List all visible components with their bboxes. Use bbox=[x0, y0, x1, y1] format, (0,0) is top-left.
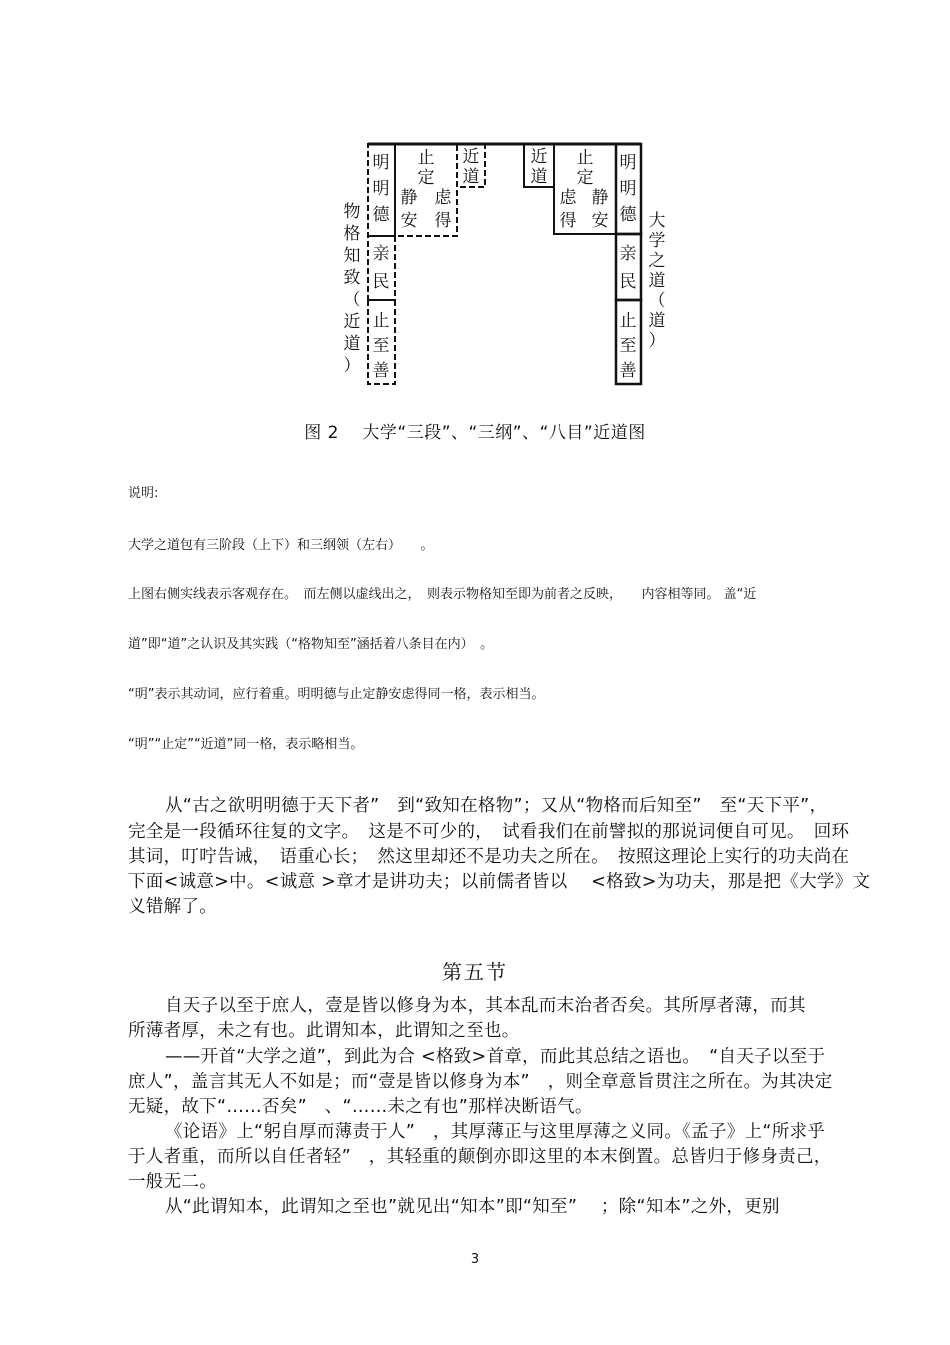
paragraph1-line-2: 完全是一段循环往复的文字。 这是不可少的， 试看我们在前譬拟的那说词便自可见。 回环 bbox=[128, 822, 850, 842]
section-line-9: 从“此谓知本，此谓知之至也”就见出“知本”即“知至” ；除“知本”之外，更别 bbox=[165, 1197, 780, 1217]
right-side-label-char: 之 bbox=[648, 251, 666, 271]
left-side-label-char: 知 bbox=[343, 246, 361, 266]
right-zhiding-char: 定 bbox=[576, 168, 594, 188]
left-side-label-char: 格 bbox=[343, 224, 361, 244]
left-side-label-char: 致 bbox=[343, 268, 361, 288]
right-mingmingde-char: 德 bbox=[619, 205, 637, 225]
right-mingmingde-char: 明 bbox=[619, 153, 637, 173]
right-zhizhishan-char: 至 bbox=[619, 336, 637, 356]
right-lvjing-char: 虑 bbox=[559, 188, 577, 208]
right-lvjing-char: 静 bbox=[591, 188, 609, 208]
section-line-3: ——开首“大学之道”，到此为合 <格致>首章，而此其总结之语也。 “自天子以至于 bbox=[165, 1047, 826, 1067]
notes-line-2: 上图右侧实线表示客观存在。 而左侧以虚线出之， 则表示物格知至即为前者之反映， 内容相等同。 盖“近 bbox=[128, 587, 757, 602]
right-side-label-char: 道 bbox=[648, 271, 666, 291]
notes-line-3: 道”即“道”之认识及其实践（“格物知至”涵括着八条目在内） 。 bbox=[128, 637, 494, 652]
left-side-label-char: 物 bbox=[343, 202, 361, 222]
notes-heading: 说明: bbox=[128, 486, 159, 501]
section-line-1: 自天子以至于庶人，壹是皆以修身为本，其本乱而末治者否矣。其所厚者薄，而其 bbox=[165, 996, 806, 1016]
left-zhiding-char: 定 bbox=[417, 168, 435, 188]
left-zhizhishan-char: 止 bbox=[372, 311, 390, 331]
section-line-2: 所薄者厚，未之有也。此谓知本，此谓知之至也。 bbox=[128, 1021, 520, 1041]
left-mingmingde-char: 明 bbox=[372, 179, 390, 199]
right-zhizhishan-char: 止 bbox=[619, 311, 637, 331]
left-ande-char: 得 bbox=[434, 211, 452, 231]
left-jindao-char: 近 bbox=[462, 147, 480, 167]
paragraph1-line-1: 从“古之欲明明德于天下者” 到“致知在格物”；又从“物格而后知至” 至“天下平”， bbox=[165, 796, 828, 816]
right-side-label-char: 道 bbox=[648, 311, 666, 331]
left-side-label-char: （ bbox=[343, 290, 361, 310]
section-line-8: 一般无二。 bbox=[128, 1172, 217, 1192]
left-side-label-char: 近 bbox=[343, 312, 361, 332]
notes-line-1: 大学之道包有三阶段（上下）和三纲领（左右） 。 bbox=[128, 538, 434, 553]
right-dean-char: 得 bbox=[559, 211, 577, 231]
page-number: 3 bbox=[470, 1252, 480, 1267]
left-mingmingde-char: 德 bbox=[372, 205, 390, 225]
left-side-label-char: 道 bbox=[343, 334, 361, 354]
notes-line-4: “明”表示其动词，应行着重。明明德与止定静安虑得同一格，表示相当。 bbox=[128, 687, 545, 702]
left-side-label-char: ） bbox=[343, 356, 361, 376]
left-qinmin-char: 民 bbox=[372, 272, 390, 292]
section-line-4: 庶人”，盖言其无人不如是；而“壹是皆以修身为本” ，则全章意旨贯注之所在。为其决定 bbox=[128, 1072, 833, 1092]
left-zhiding-char: 止 bbox=[417, 148, 435, 168]
paragraph1-line-5: 义错解了。 bbox=[128, 897, 217, 917]
notes-line-5: “明”“止定”“近道”同一格，表示略相当。 bbox=[128, 737, 364, 752]
left-jinglv-char: 虑 bbox=[434, 188, 452, 208]
section-line-6: 《论语》上“躬自厚而薄责于人” ，其厚薄正与这里厚薄之义同。《孟子》上“所求乎 bbox=[165, 1122, 826, 1142]
section-line-7: 于人者重，而所以自任者轻” ，其轻重的颠倒亦即这里的本末倒置。总皆归于修身责己， bbox=[128, 1147, 832, 1167]
right-qinmin-char: 民 bbox=[619, 272, 637, 292]
section-title: 第五节 bbox=[442, 960, 508, 984]
right-dean-char: 安 bbox=[591, 211, 609, 231]
left-qinmin-char: 亲 bbox=[372, 244, 390, 264]
dao-diagram bbox=[0, 0, 950, 400]
left-jinglv-char: 静 bbox=[400, 188, 418, 208]
left-zhizhishan-char: 善 bbox=[372, 361, 390, 381]
left-mingmingde-char: 明 bbox=[372, 153, 390, 173]
left-zhizhishan-char: 至 bbox=[372, 336, 390, 356]
right-zhiding-char: 止 bbox=[576, 148, 594, 168]
section-line-5: 无疑，故下“……否矣” 、“……未之有也”那样决断语气。 bbox=[128, 1097, 593, 1117]
right-side-label-char: 大 bbox=[648, 211, 666, 231]
paragraph1-line-4: 下面<诚意>中。<诚意 >章才是讲功夫；以前儒者皆以 <格致>为功夫，那是把《大学》文 bbox=[128, 872, 871, 892]
right-zhizhishan-char: 善 bbox=[619, 361, 637, 381]
figure-caption: 图 2 大学“三段”、“三纲”、“八目”近道图 bbox=[304, 423, 646, 443]
right-jindao-char: 道 bbox=[530, 167, 548, 187]
right-mingmingde-char: 明 bbox=[619, 179, 637, 199]
right-side-label-char: （ bbox=[648, 291, 666, 311]
paragraph1-line-3: 其词，叮咛告诫， 语重心长； 然这里却还不是功夫之所在。 按照这理论上实行的功夫尚在 bbox=[128, 847, 850, 867]
right-qinmin-char: 亲 bbox=[619, 244, 637, 264]
right-jindao-char: 近 bbox=[530, 147, 548, 167]
left-ande-char: 安 bbox=[400, 211, 418, 231]
right-side-label-char: ） bbox=[648, 331, 666, 351]
left-jindao-char: 道 bbox=[462, 167, 480, 187]
right-side-label-char: 学 bbox=[648, 231, 666, 251]
